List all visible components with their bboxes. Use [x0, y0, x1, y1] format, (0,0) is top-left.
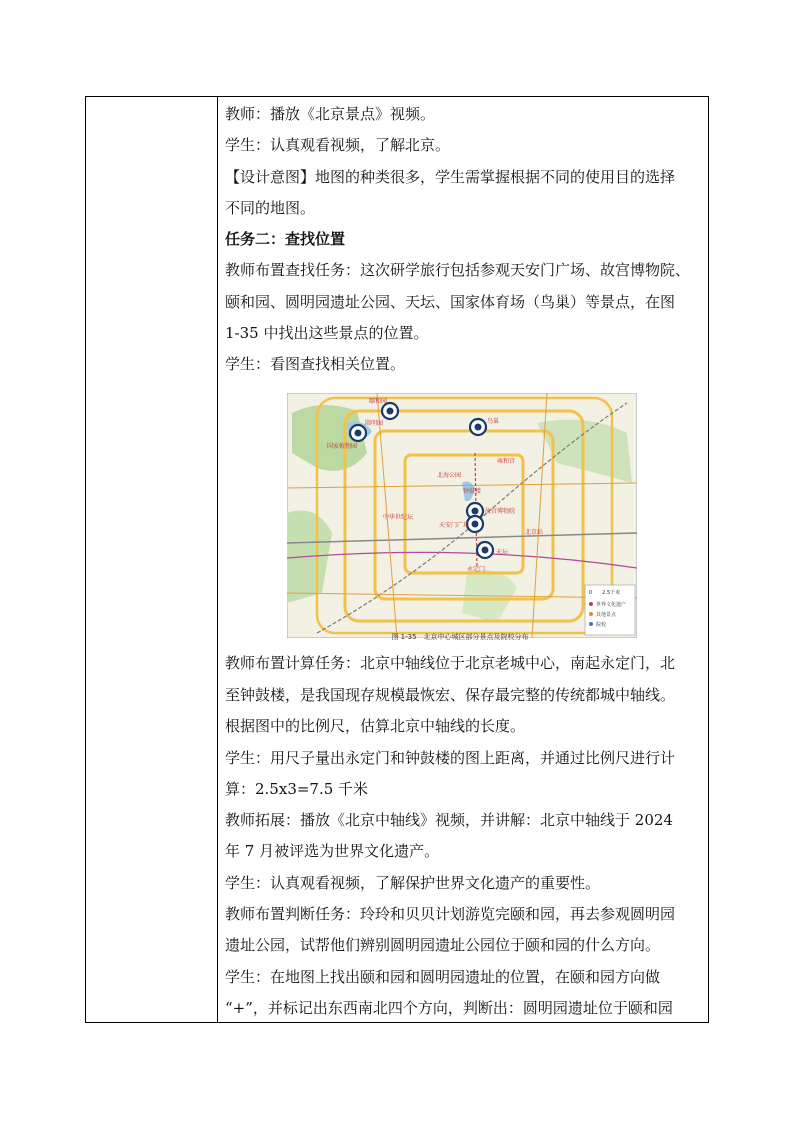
text-line: 1-35 中找出这些景点的位置。	[225, 324, 429, 342]
beijing-map	[287, 393, 637, 638]
map-caption: 图 1-35 北京中心城区部分景点及院校分布	[391, 633, 529, 641]
map-label: 雍和宫	[497, 458, 516, 465]
text-line: 教师：播放《北京景点》视频。	[225, 105, 436, 123]
map-label: 故宫博物院	[485, 508, 516, 515]
text-line: 至钟鼓楼，是我国现存规模最恢宏、保存最完整的传统都城中轴线。	[225, 686, 676, 704]
map-label: 鸟巢	[487, 418, 500, 425]
text-line: 教师布置计算任务：北京中轴线位于北京老城中心，南起永定门，北	[225, 654, 676, 672]
legend-scale: 0 2.5千米	[589, 590, 621, 596]
legend-item: 院校	[596, 622, 607, 628]
text-line: 学生：认真观看视频，了解保护世界文化遗产的重要性。	[225, 874, 601, 892]
map-label: 颐和园	[369, 398, 388, 405]
text-line: 教师布置查找任务：这次研学旅行包括参观天安门广场、故宫博物院、	[225, 261, 691, 279]
map-label: 中华世纪坛	[383, 514, 414, 521]
text-line: 年 7 月被评选为世界文化遗产。	[225, 842, 440, 860]
text-line: 不同的地图。	[225, 199, 316, 217]
map-label: 钟鼓楼	[463, 488, 482, 495]
text-line: 教师布置判断任务：玲玲和贝贝计划游览完颐和园，再去参观圆明园	[225, 905, 676, 923]
marker-tiananmen	[467, 516, 483, 532]
text-line: 教师拓展：播放《北京中轴线》视频，并讲解：北京中轴线于 2024	[225, 811, 673, 829]
text-line: 学生：在地图上找出颐和园和圆明园遗址的位置，在颐和园方向做	[225, 968, 661, 986]
map-label: 永定门	[467, 566, 486, 573]
marker-niaochao	[470, 419, 486, 435]
map-label: 天安门广场	[439, 522, 470, 529]
text-line: “+”，并标记出东西南北四个方向，判断出：圆明园遗址位于颐和园	[225, 999, 673, 1017]
text-line: 学生：用尺子量出永定门和钟鼓楼的图上距离，并通过比例尺进行计	[225, 749, 676, 767]
text-line: 学生：认真观看视频，了解北京。	[225, 136, 451, 154]
text-line: 根据图中的比例尺，估算北京中轴线的长度。	[225, 717, 526, 735]
lesson-table	[85, 96, 709, 1023]
column-divider	[217, 97, 218, 1022]
heritage-marker-tiantan	[477, 542, 493, 558]
map-label: 北京站	[525, 529, 544, 536]
map-label: 圆明园	[365, 420, 384, 427]
text-line: 颐和园、圆明园遗址公园、天坛、国家体育场（鸟巢）等景点，在图	[225, 293, 676, 311]
legend-item: 世界文化遗产	[596, 602, 627, 608]
legend-item: 其他景点	[596, 612, 617, 618]
text-line: 算：2.5x3=7.5 千米	[225, 780, 369, 798]
map-label: 国家植物园	[327, 443, 358, 450]
map-label: 天坛	[496, 549, 509, 556]
text-line: 学生：看图查找相关位置。	[225, 355, 406, 373]
map-label: 北海公园	[437, 472, 462, 479]
map-graphic	[287, 393, 637, 638]
text-line: 【设计意图】地图的种类很多，学生需掌握根据不同的使用目的选择	[225, 168, 676, 186]
heritage-marker-yiheyuan	[382, 403, 398, 419]
task-heading: 任务二：查找位置	[225, 230, 346, 248]
map-legend	[585, 585, 635, 635]
heritage-marker-yuanmingyuan	[350, 425, 366, 441]
text-line: 遗址公园，试帮他们辨别圆明园遗址公园位于颐和园的什么方向。	[225, 936, 661, 954]
